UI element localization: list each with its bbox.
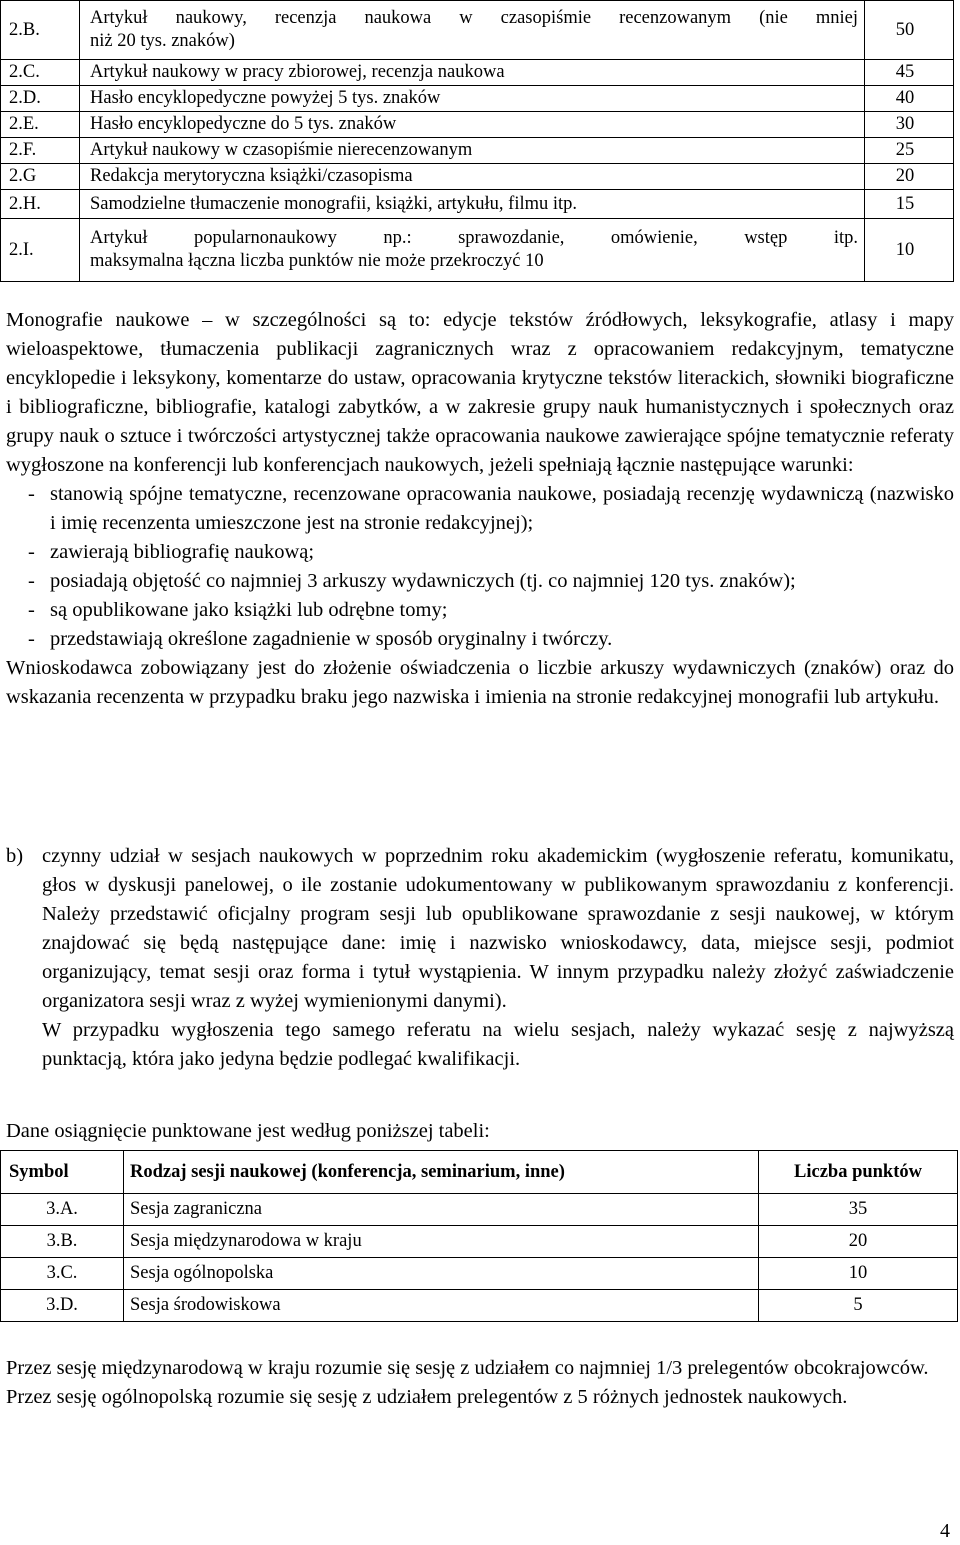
row-symbol: 2.D. xyxy=(1,86,80,112)
table-intro: Dane osiągnięcie punktowane jest według poniższej tabeli: xyxy=(6,1120,490,1142)
list-item xyxy=(6,538,954,567)
dash-marker: - xyxy=(28,570,35,592)
table-row xyxy=(1,138,954,164)
table-row xyxy=(1,219,954,282)
row-description-line: Artykuł naukowy, recenzja naukowa w czasopiśmie recenzowanym (nie mniej xyxy=(90,8,858,28)
row-description: Hasło encyklopedyczne do 5 tys. znaków xyxy=(80,112,865,138)
points-table-section-2 xyxy=(0,0,954,282)
section-b-marker: b) xyxy=(6,845,24,867)
dash-marker: - xyxy=(28,599,35,621)
monografie-section xyxy=(6,306,954,712)
row-session-type: Sesja zagraniczna xyxy=(124,1194,759,1226)
row-points: 15 xyxy=(865,190,954,219)
list-item xyxy=(6,625,954,654)
row-points: 45 xyxy=(865,60,954,86)
row-points: 10 xyxy=(865,219,954,282)
row-description xyxy=(80,1,865,60)
list-item xyxy=(6,567,954,596)
dash-marker: - xyxy=(28,541,35,563)
dash-marker: - xyxy=(28,483,35,505)
table-row xyxy=(1,190,954,219)
notes-section xyxy=(6,1354,954,1412)
row-description: Samodzielne tłumaczenie monografii, książki, artykułu, filmu itp. xyxy=(80,190,865,219)
table-header-row xyxy=(1,1151,958,1194)
row-description: Artykuł naukowy w pracy zbiorowej, recenzja naukowa xyxy=(80,60,865,86)
row-points: 10 xyxy=(759,1258,958,1290)
table-row xyxy=(1,60,954,86)
row-symbol: 3.A. xyxy=(1,1194,124,1226)
table-row xyxy=(1,1290,958,1322)
row-points: 20 xyxy=(759,1226,958,1258)
table-row xyxy=(1,1194,958,1226)
row-symbol: 2.B. xyxy=(1,1,80,60)
table-row xyxy=(1,164,954,190)
row-description xyxy=(80,219,865,282)
header-symbol: Symbol xyxy=(1,1151,124,1194)
row-symbol: 2.I. xyxy=(1,219,80,282)
note-paragraph: Przez sesję międzynarodową w kraju rozumie się sesję z udziałem co najmniej 1/3 prelegentów obcokrajowców. xyxy=(6,1357,929,1379)
row-description: Hasło encyklopedyczne powyżej 5 tys. znaków xyxy=(80,86,865,112)
row-description-line: niż 20 tys. znaków) xyxy=(90,31,235,51)
condition-text: zawierają bibliografię naukową; xyxy=(50,541,315,563)
section-b-content xyxy=(42,842,954,1074)
row-session-type: Sesja międzynarodowa w kraju xyxy=(124,1226,759,1258)
row-session-type: Sesja ogólnopolska xyxy=(124,1258,759,1290)
row-description-line: maksymalna łączna liczba punktów nie może przekroczyć 10 xyxy=(90,251,544,271)
row-session-type: Sesja środowiskowa xyxy=(124,1290,759,1322)
section-b-paragraph: czynny udział w sesjach naukowych w poprzednim roku akademickim (wygłoszenie referatu, komunikatu, głos w dyskusji panelowej, o ile zostanie udokumentowany w publikowanym sprawozdaniu z konferencji. Należy przedstawić oficjalny program sesji lub opublikowane sprawozdanie z sesji naukowej, w którym znajdować się będą następujące dane: imię i nazwisko wnioskodawcy, data, miejsce sesji, podmiot organizujący, temat sesji oraz forma i tytuł wystąpienia. W innym przypadku należy złożyć zaświadczenie organizatora sesji wraz z wyżej wymienionymi danymi). xyxy=(42,845,954,1012)
row-symbol: 2.C. xyxy=(1,60,80,86)
page-number: 4 xyxy=(940,1520,950,1542)
section-b xyxy=(6,842,954,1074)
row-symbol: 2.H. xyxy=(1,190,80,219)
row-symbol: 2.F. xyxy=(1,138,80,164)
list-item xyxy=(6,480,954,538)
row-symbol: 2.G xyxy=(1,164,80,190)
row-points: 25 xyxy=(865,138,954,164)
row-description: Redakcja merytoryczna książki/czasopisma xyxy=(80,164,865,190)
condition-text: są opublikowane jako książki lub odrębne tomy; xyxy=(50,599,448,621)
row-points: 20 xyxy=(865,164,954,190)
row-points: 50 xyxy=(865,1,954,60)
table-row xyxy=(1,1,954,60)
list-item xyxy=(6,596,954,625)
row-points: 30 xyxy=(865,112,954,138)
monografie-closing: Wnioskodawca zobowiązany jest do złożenie oświadczenia o liczbie arkuszy wydawniczych (znaków) oraz do wskazania recenzenta w przypadku braku jego nazwiska i imienia na stronie redakcyjnej monografii lub artykułu. xyxy=(6,657,954,708)
table-row xyxy=(1,86,954,112)
condition-text: przedstawiają określone zagadnienie w sposób oryginalny i twórczy. xyxy=(50,628,613,650)
table-row xyxy=(1,1258,958,1290)
row-symbol: 3.C. xyxy=(1,1258,124,1290)
session-points-table xyxy=(0,1150,958,1322)
section-b-paragraph: W przypadku wygłoszenia tego samego referatu na wielu sesjach, należy wykazać sesję z najwyższą punktacją, która jako jedyna będzie podlegać kwalifikacji. xyxy=(42,1019,954,1070)
section-b-item xyxy=(6,842,954,1074)
header-points: Liczba punktów xyxy=(759,1151,958,1194)
row-symbol: 3.D. xyxy=(1,1290,124,1322)
row-symbol: 2.E. xyxy=(1,112,80,138)
row-symbol: 3.B. xyxy=(1,1226,124,1258)
condition-text: stanowią spójne tematyczne, recenzowane opracowania naukowe, posiadają recenzję wydawniczą (nazwisko i imię recenzenta umieszczone jest na stronie redakcyjnej); xyxy=(50,483,954,534)
condition-text: posiadają objętość co najmniej 3 arkuszy wydawniczych (tj. co najmniej 120 tys. znaków); xyxy=(50,570,796,592)
row-description: Artykuł naukowy w czasopiśmie nierecenzowanym xyxy=(80,138,865,164)
dash-marker: - xyxy=(28,628,35,650)
note-paragraph: Przez sesję ogólnopolską rozumie się sesję z udziałem prelegentów z 5 różnych jednostek naukowych. xyxy=(6,1386,848,1408)
monografie-intro: Monografie naukowe – w szczególności są to: edycje tekstów źródłowych, leksykografie, atlasy i mapy wieloaspektowe, tłumaczenia publikacji zagranicznych wraz z opracowaniem redakcyjnym, tematyczne encyklopedie i leksykony, komentarze do ustaw, opracowania krytyczne tekstów literackich, słowniki biograficzne i bibliograficzne, bibliografie, katalogi zabytków, a w zakresie grupy nauk humanistycznych i społecznych oraz grupy nauk o sztuce i twórczości artystycznej także opracowania naukowe zawierające spójne tematycznie referaty wygłoszone na konferencji lub konferencjach naukowych, jeżeli spełniają łącznie następujące warunki: xyxy=(6,309,954,476)
header-session-type: Rodzaj sesji naukowej (konferencja, seminarium, inne) xyxy=(124,1151,759,1194)
row-points: 35 xyxy=(759,1194,958,1226)
row-description-line: Artykuł popularnonaukowy np.: sprawozdanie, omówienie, wstęp itp. xyxy=(90,228,858,248)
table-row xyxy=(1,1226,958,1258)
table-row xyxy=(1,112,954,138)
row-points: 40 xyxy=(865,86,954,112)
row-points: 5 xyxy=(759,1290,958,1322)
